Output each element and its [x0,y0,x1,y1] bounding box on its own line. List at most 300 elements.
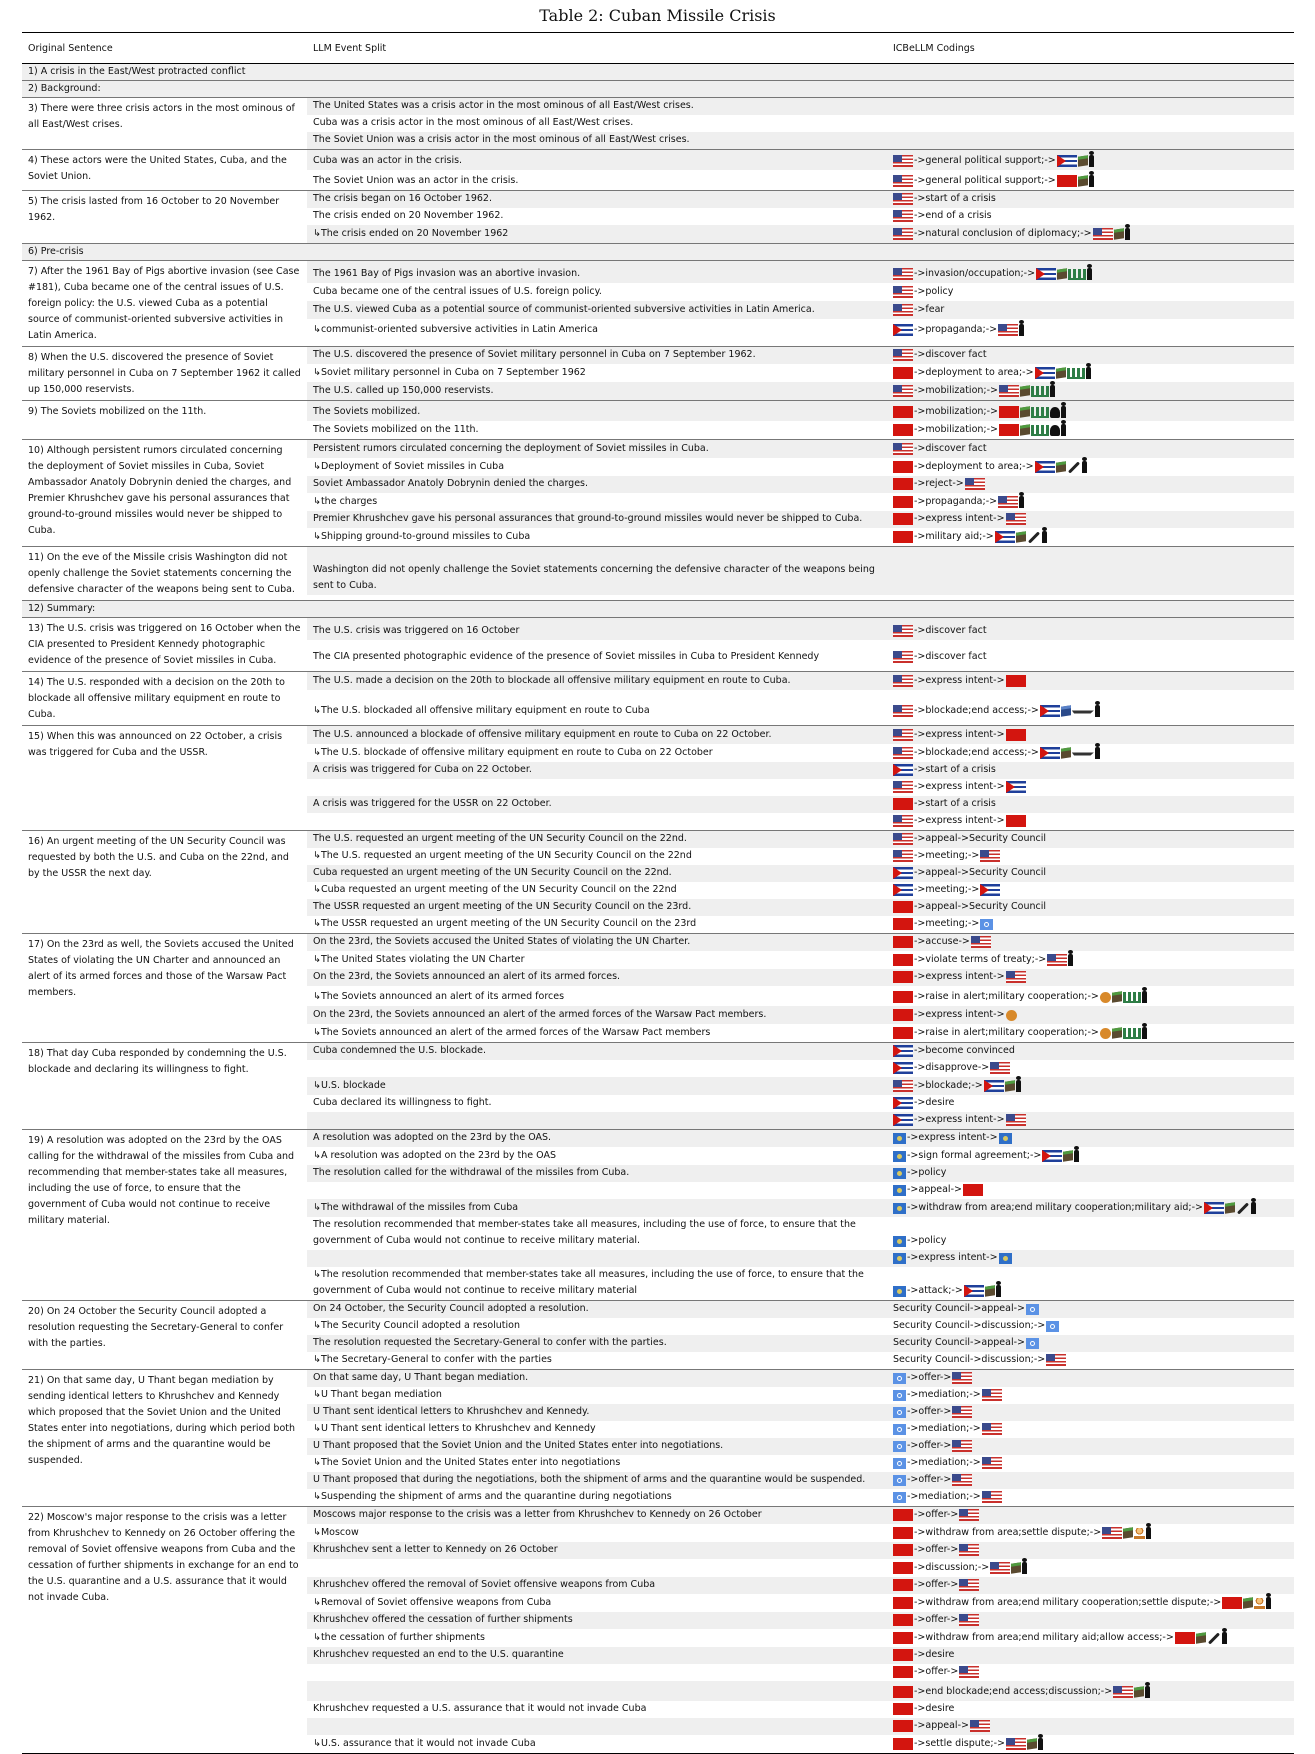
coding-text: ->fear [914,304,945,315]
cuba-flag-icon [1006,781,1026,793]
original-sentence: 14) The U.S. responded with a decision on the 20th to blockade all offensive military equipment en route to Cuba. [28,677,285,720]
event-split: ↳the cessation of further shipments [313,1632,485,1643]
coding [887,494,1294,511]
coding [887,173,1294,190]
table-row-group [22,600,1294,617]
table-row-group [22,243,1294,260]
oas-flag-icon [893,1286,906,1297]
event-rows [307,1507,1294,1753]
cube-icon [1134,1686,1144,1697]
person-icon [1086,367,1091,379]
original-sentence: 4) These actors were the United States, Cuba, and the Soviet Union. [28,155,287,182]
us-flag-icon [998,324,1018,336]
person-icon [1022,1562,1027,1574]
person-icon [1042,531,1047,543]
coding [887,322,1294,339]
coding-text: ->natural conclusion of diplomacy;-> [914,228,1092,239]
coding-text: Security Council->discussion;-> [893,1320,1046,1331]
event-split: ↳A resolution was adopted on the 23rd by the OAS [313,1150,556,1161]
coding [887,1525,1294,1542]
person-icon [1019,496,1024,508]
ussr-flag-icon [1006,729,1026,741]
coding-text: ->express intent-> [914,815,1005,826]
event-rows [307,1301,1294,1369]
us-flag-icon [893,1080,913,1092]
original-sentence: 19) A resolution was adopted on the 23rd by the OAS calling for the withdrawal of the missiles from Cuba and recommending that member-states take all measures, including the use of force, to ensure that the government of Cuba would not continue to receive military material. [28,1135,295,1226]
person-icon [1082,461,1087,473]
coding-text: ->express intent-> [914,729,1005,740]
cube-icon [1020,424,1030,435]
event-split: On 24 October, the Security Council adopted a resolution. [313,1303,589,1314]
ussr-flag-icon [893,1009,913,1021]
ussr-flag-icon [1057,175,1077,187]
cuba-flag-icon [893,764,913,776]
table-row [307,744,1294,762]
event-split: ↳The crisis ended on 20 November 1962 [313,228,509,239]
original-sentence: 20) On 24 October the Security Council adopted a resolution requesting the Secretary-General to confer with the parties. [28,1306,284,1349]
coding-text: ->appeal->Security Council [914,867,1046,878]
ussr-flag-icon [893,971,913,983]
us-flag-icon [1006,513,1026,525]
table-row [307,1594,1294,1612]
ussr-flag-icon [1006,815,1026,827]
coding-text: ->blockade;-> [914,1080,983,1091]
coding-text: ->discover fact [914,625,987,636]
event-split: ↳U.S. assurance that it would not invade Cuba [313,1738,536,1749]
table-row [307,1438,1294,1455]
soldiers-icon [1031,386,1049,397]
coding [887,1078,1294,1095]
coding-text: ->appeal->Security Council [914,901,1046,912]
event-split: The USSR requested an urgent meeting of the UN Security Council on the 23rd. [313,901,692,912]
person-icon [1068,954,1073,966]
un-flag-icon [893,1424,906,1435]
coding-text: ->discover fact [914,443,987,454]
coding [887,1233,1294,1250]
original-sentence: 3) There were three crisis actors in the most ominous of all East/West crises. [28,103,295,130]
table-row [307,150,1294,170]
event-rows [307,934,1294,1042]
person-icon [1222,1632,1227,1644]
coding-text: ->accuse-> [914,936,970,947]
coding [887,1684,1294,1701]
coding [887,1489,1294,1506]
coding [887,952,1294,969]
ussr-flag-icon [893,1649,913,1661]
ussr-flag-icon [893,1509,913,1521]
table-row [307,1352,1294,1369]
us-flag-icon [893,175,913,187]
person-icon [1266,1597,1271,1609]
original-sentence: 16) An urgent meeting of the UN Security Council was requested by both the U.S. and Cuba on the 22nd, and by the USSR the next day. [28,836,289,879]
event-split: Cuba was an actor in the crisis. [313,155,463,166]
event-rows [307,1370,1294,1506]
table-row [307,208,1294,225]
ussr-flag-icon [893,1614,913,1626]
original-sentence: 12) Summary: [22,601,307,617]
coding-text: ->offer-> [907,1372,952,1383]
coding [887,882,1294,899]
coding-text: ->general political support;-> [914,175,1056,186]
ussr-flag-icon [893,1027,913,1039]
coding-text: ->violate terms of treaty;-> [914,954,1047,965]
cube-icon [1114,228,1124,239]
coding-text: ->withdraw from area;end military cooperation;military aid;-> [907,1202,1203,1213]
coding [887,969,1294,986]
event-split: On the 23rd, the Soviets announced an alert of its armed forces. [313,971,621,982]
event-split [307,1734,887,1735]
event-split: Cuba was a crisis actor in the most ominous of all East/West crises. [313,117,634,128]
cube-icon [1020,385,1030,396]
coding [887,1301,1294,1318]
original-sentence: 21) On that same day, U Thant began mediation by sending identical letters to Khrushchev and Kennedy which proposed that the Soviet Union and the United States enter into negotiations, during which period both the shipment of arms and the quarantine would be suspended. [28,1375,296,1466]
table-row [307,1077,1294,1095]
event-split: ↳The Soviets announced an alert of the armed forces of the Warsaw Pact members [313,1027,711,1038]
table-row [307,301,1294,319]
person-icon [1142,991,1147,1003]
cuba-flag-icon [893,324,913,336]
coding [887,865,1294,882]
coding-text: ->become convinced [914,1045,1015,1056]
table-row [307,1542,1294,1559]
us-flag-icon [959,1614,979,1626]
table-row [307,1335,1294,1352]
table-row [307,1735,1294,1753]
coding-text: ->express intent-> [914,675,1005,686]
event-split: ↳The USSR requested an urgent meeting of the UN Security Council on the 23rd [313,918,697,929]
event-split: ↳U.S. blockade [313,1080,386,1091]
event-split: The crisis ended on 20 November 1962. [313,210,504,221]
table-row [307,779,1294,796]
person-icon [1142,1027,1147,1039]
table-row [307,726,1294,744]
cuba-flag-icon [995,531,1015,543]
event-split: ↳Moscow [313,1527,359,1538]
table-row [307,1664,1294,1681]
coding-text: ->raise in alert;military cooperation;-> [914,1027,1099,1038]
coding [887,703,1294,720]
soldiers-icon [1031,407,1049,418]
coding-text: ->deployment to area;-> [914,461,1034,472]
coding [887,1560,1294,1577]
us-flag-icon [970,1720,990,1732]
coding [887,779,1294,796]
coding [887,848,1294,865]
event-split: The resolution requested the Secretary-General to confer with the parties. [313,1337,667,1348]
table-row [307,848,1294,865]
ussr-flag-icon [893,367,913,379]
coding [887,796,1294,813]
event-split: ↳Cuba requested an urgent meeting of the UN Security Council on the 22nd [313,884,677,895]
us-flag-icon [893,193,913,205]
coding-text: ->end of a crisis [914,210,992,221]
event-split: The 1961 Bay of Pigs invasion was an abortive invasion. [313,268,581,279]
table-row-group [22,725,1294,830]
table-row [307,1718,1294,1735]
coding-text: ->policy [907,1167,947,1178]
coding-text: ->attack;-> [907,1285,963,1296]
original-sentence: 15) When this was announced on 22 October, a crisis was triggered for Cuba and the USSR. [28,731,283,758]
us-flag-icon [893,675,913,687]
event-split: Khrushchev offered the removal of Soviet offensive weapons from Cuba [313,1579,656,1590]
event-rows [307,191,1294,243]
coding-text: ->express intent-> [914,781,1005,792]
coding-text: ->express intent-> [914,1114,1005,1125]
cube-icon [1056,461,1066,472]
person-icon [1019,324,1024,336]
us-flag-icon [893,304,913,316]
soldiers-icon [1068,269,1086,280]
un-flag-icon [893,1390,906,1401]
soldiers-icon [1123,1028,1141,1039]
ussr-flag-icon [893,936,913,948]
coding-text: ->offer-> [914,1614,959,1625]
event-split: Cuba became one of the central issues of U.S. foreign policy. [313,286,602,297]
coding [887,1647,1294,1664]
event-split: A resolution was adopted on the 23rd by the OAS. [313,1132,552,1143]
coding [887,1577,1294,1594]
us-flag-icon [1006,1114,1026,1126]
table-row [307,1043,1294,1060]
event-rows [307,1130,1294,1300]
event-split: ↳Deployment of Soviet missiles in Cuba [313,461,505,472]
coding [887,1718,1294,1735]
cube-icon [1061,705,1071,716]
coding [887,1182,1294,1199]
person-icon [1251,1202,1256,1214]
table-row [307,1647,1294,1664]
table-row [307,1095,1294,1112]
un-flag-icon [893,1441,906,1452]
coding [887,1060,1294,1077]
oas-flag-icon [893,1151,906,1162]
table-row [307,1318,1294,1335]
table-row [307,191,1294,208]
table-row [307,916,1294,933]
coding-text: ->desire [914,1097,955,1108]
event-split: The U.S. crisis was triggered on 16 October [313,625,520,636]
event-split: ↳Soviet military personnel in Cuba on 7 September 1962 [313,367,586,378]
cuba-flag-icon [893,867,913,879]
coding [887,1043,1294,1060]
cuba-flag-icon [893,1045,913,1057]
coding [887,422,1294,439]
coding [887,594,1294,595]
ussr-flag-icon [893,424,913,436]
event-split [307,1076,887,1077]
table-row [307,1629,1294,1647]
us-flag-icon [893,155,913,167]
us-flag-icon [982,1389,1002,1401]
event-split: The Soviets mobilized. [313,406,421,417]
us-flag-icon [982,1457,1002,1469]
us-flag-icon [965,478,985,490]
event-split [307,1680,887,1681]
coding [887,727,1294,744]
coding-text: ->withdraw from area;end military cooperation;settle dispute;-> [914,1597,1222,1608]
event-split: Washington did not openly challenge the Soviet statements concerning the defensive character of the weapons being sent to Cuba. [313,564,875,591]
event-split: The crisis began on 16 October 1962. [313,193,492,204]
event-split: ↳The Secretary-General to confer with the parties [313,1354,552,1365]
ussr-flag-icon [893,798,913,810]
coding [887,649,1294,666]
us-flag-icon [893,729,913,741]
oas-flag-icon [893,1133,906,1144]
cuba-flag-icon [1036,268,1056,280]
cube-icon [1225,1202,1235,1213]
table-row-group [22,1042,1294,1129]
table-row-group [22,64,1294,80]
table-row [307,690,1294,720]
event-split: On the 23rd, the Soviets accused the United States of violating the UN Charter. [313,936,691,947]
cube-icon [1057,268,1067,279]
table-row-group [22,933,1294,1042]
cube-icon [1243,1597,1253,1608]
table-row [307,831,1294,848]
person-icon [1095,747,1100,759]
un-flag-icon [893,1492,906,1503]
us-flag-icon [990,1562,1010,1574]
original-sentence: 17) On the 23rd as well, the Soviets accused the United States of violating the UN Charter and announced an alert of its armed forces and those of the Warsaw Pact members. [28,939,294,998]
person-icon [1061,406,1066,418]
event-split: The U.S. made a decision on the 20th to blockade all offensive military equipment en route to Cuba. [313,675,791,686]
cuba-flag-icon [893,884,913,896]
cuba-flag-icon [893,1062,913,1074]
us-flag-icon [1046,1354,1066,1366]
us-flag-icon [952,1474,972,1486]
table-row [307,618,1294,640]
us-flag-icon [952,1372,972,1384]
coding [887,916,1294,933]
event-split: ↳The U.S. blockaded all offensive military equipment en route to Cuba [313,705,650,716]
event-rows [307,81,1294,97]
coding-text: ->offer-> [907,1406,952,1417]
us-flag-icon [893,850,913,862]
event-split: U Thant proposed that during the negotiations, both the shipment of arms and the quarantine would be suspended. [313,1474,866,1485]
event-split: Cuba declared its willingness to fight. [313,1097,492,1108]
table-row-group [22,346,1294,400]
event-split: Persistent rumors circulated concerning the deployment of Soviet missiles in Cuba. [313,443,709,454]
event-split: U Thant proposed that the Soviet Union and the United States enter into negotiations. [313,1440,724,1451]
table-row [307,421,1294,439]
coding-text: ->blockade;end access;-> [914,747,1039,758]
cube-icon [1056,367,1066,378]
original-sentence: 7) After the 1961 Bay of Pigs abortive invasion (see Case #181), Cuba became one of the central issues of U.S. foreign policy: the U.S. viewed Cuba as a potential source of communist-oriented subversive activities in Latin America. [28,266,300,341]
person-icon [1089,175,1094,187]
cube-icon [1112,991,1122,1002]
cube-icon [1123,1527,1133,1538]
cube-icon [1063,1150,1073,1161]
coding [887,365,1294,382]
event-rows [307,261,1294,346]
table-row [307,382,1294,400]
table-row [307,528,1294,546]
original-sentence: 2) Background: [22,81,307,97]
coding-text: ->raise in alert;military cooperation;-> [914,991,1099,1002]
us-flag-icon [893,815,913,827]
table-row [307,899,1294,916]
event-split: On that same day, U Thant began mediation. [313,1372,529,1383]
us-flag-icon [893,228,913,240]
table-row [307,640,1294,666]
coding [887,1165,1294,1182]
table-row [307,458,1294,476]
event-split: ↳Shipping ground-to-ground missiles to Cuba [313,531,531,542]
event-split: ↳The Soviets announced an alert of its armed forces [313,991,565,1002]
coding [887,302,1294,319]
table-row [307,969,1294,986]
event-rows [307,547,1294,600]
coding [887,1025,1294,1042]
coding-text: ->start of a crisis [914,798,996,809]
coding [887,208,1294,225]
person-icon [1074,1150,1079,1162]
table-row [307,98,1294,115]
table-row [307,1199,1294,1217]
table-row [307,261,1294,283]
table-row [307,1370,1294,1387]
event-split: Khrushchev requested a U.S. assurance that it would not invade Cuba [313,1703,647,1714]
coding [887,1318,1294,1335]
table-header [22,33,1294,64]
coding-text: ->blockade;end access;-> [914,705,1039,716]
event-rows [307,440,1294,546]
coding [887,404,1294,421]
table-row [307,951,1294,969]
event-split: ↳Removal of Soviet offensive weapons from Cuba [313,1597,552,1608]
table-row [307,547,1294,595]
coding-text: ->meeting;-> [914,918,980,929]
us-flag-icon [893,781,913,793]
un-flag-icon [893,1458,906,1469]
event-rows [307,401,1294,439]
ussr-flag-icon [893,1738,913,1750]
coding [887,673,1294,690]
coding [887,529,1294,546]
warsaw-pact-icon [1100,1028,1111,1039]
ussr-flag-icon [1006,675,1026,687]
original-sentence: 1) A crisis in the East/West protracted conflict [22,64,307,80]
coding-text: ->start of a crisis [914,764,996,775]
cube-icon [985,1285,995,1296]
us-flag-icon [959,1579,979,1591]
ussr-flag-icon [893,1579,913,1591]
person-icon [1095,705,1100,717]
coding-text: ->offer-> [914,1666,959,1677]
ussr-flag-icon [893,1597,913,1609]
cube-icon [1020,406,1030,417]
table-row-group [22,260,1294,346]
coding-text: ->offer-> [914,1544,959,1555]
table-row-group [22,1369,1294,1506]
us-flag-icon [982,1423,1002,1435]
ussr-flag-icon [893,991,913,1003]
table-row-group [22,1300,1294,1369]
us-flag-icon [980,850,1000,862]
header-icbellm-codings: ICBeLLM Codings [893,42,975,54]
crisis-table [22,32,1294,1754]
coding-text: ->start of a crisis [914,193,996,204]
coding [887,1335,1294,1352]
table-row [307,493,1294,511]
us-flag-icon [998,496,1018,508]
cuba-flag-icon [1042,1150,1062,1162]
coding [887,114,1294,115]
coding-text: ->discover fact [914,349,987,360]
coding [887,191,1294,208]
table-row [307,1507,1294,1524]
us-flag-icon [893,349,913,361]
